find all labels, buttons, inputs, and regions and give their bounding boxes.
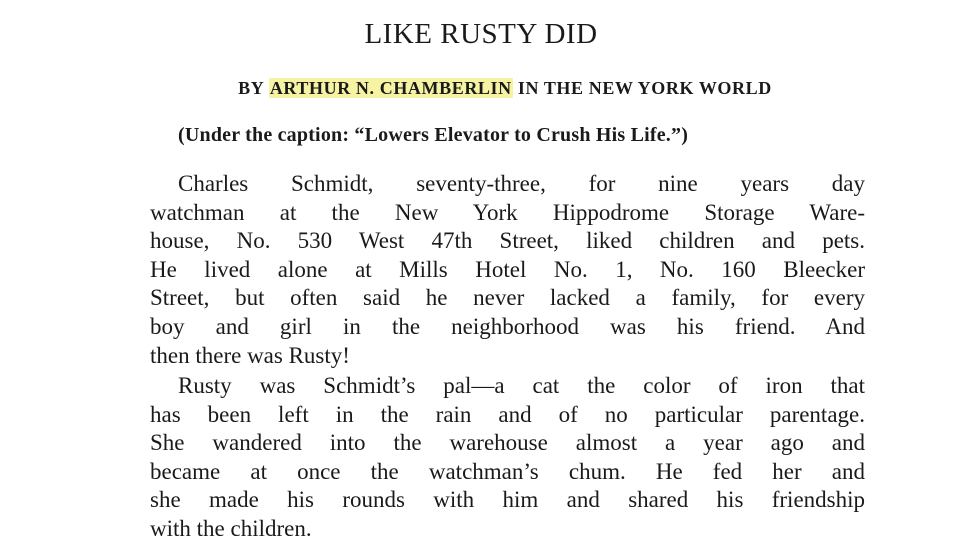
author-last-name: CHAMBERLIN (379, 78, 512, 98)
paragraph-line: She wandered into the warehouse almost a year ago and (150, 430, 865, 456)
paragraph-line: house, No. 530 West 47th Street, liked children and pets. (150, 228, 865, 254)
paragraph-line: watchman at the New York Hippodrome Storage Ware- (150, 199, 865, 225)
byline-source: IN THE NEW YORK WORLD (517, 78, 772, 98)
paragraph-line: Rusty was Schmidt’s pal—a cat the color of iron that (178, 373, 865, 398)
paragraph-line: became at once the watchman’s chum. He fed her and (150, 458, 865, 484)
paragraph-line: has been left in the rain and of no particular parentage. (150, 401, 865, 427)
author-first-name: ARTHUR N. (269, 78, 375, 98)
paragraph-1 (150, 170, 865, 370)
paragraph-line: she made his rounds with him and shared his friendship (150, 487, 865, 513)
paragraph-line: then there was Rusty! (150, 342, 350, 368)
byline-prefix: BY (238, 78, 264, 98)
author-name-highlighted (269, 78, 513, 98)
paragraph-line: Street, but often said he never lacked a family, for every (150, 285, 865, 311)
paragraph-line: Charles Schmidt, seventy-three, for nine years day (178, 171, 865, 196)
paragraph-line: He lived alone at Mills Hotel No. 1, No. 160 Bleecker (150, 256, 865, 282)
article-byline (0, 76, 962, 100)
article-title: LIKE RUSTY DID (364, 18, 598, 50)
article-caption: (Under the caption: “Lowers Elevator to Crush His Life.”) (178, 124, 689, 146)
paragraph-line: with the children. (150, 515, 312, 541)
paragraph-line: boy and girl in the neighborhood was his friend. And (150, 313, 865, 339)
paragraph-2 (150, 372, 865, 544)
